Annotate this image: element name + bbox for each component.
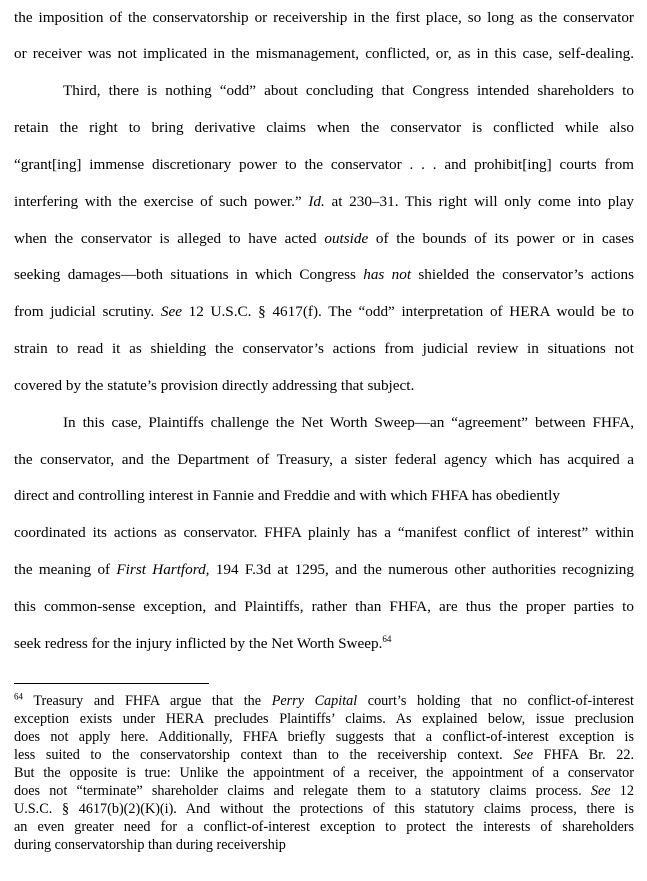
footnote-line [14, 782, 634, 800]
text-run: does not “terminate” shareholder claims and relegate them to a statutory claims process. [14, 783, 591, 799]
body-line [14, 192, 634, 212]
body-line [14, 302, 634, 322]
text-run: FHFA Br. 22. [533, 747, 634, 763]
footnote-separator [14, 683, 209, 684]
body-line: strain to read it as shielding the conservator’s actions from judicial review in situations not [14, 340, 634, 357]
italic-emphasis: outside [324, 230, 369, 247]
text-run: 194 F.3d at 1295, and the numerous other authorities recognizing [209, 561, 634, 578]
text-run: Treasury and FHFA argue that the [23, 693, 272, 709]
body-line [14, 265, 634, 285]
body-line [14, 229, 634, 249]
text-run: when the conservator is alleged to have acted [14, 230, 325, 247]
text-run: at 230–31. This right will only come into play [324, 193, 634, 210]
italic-citation: Id. [308, 193, 325, 210]
body-line: In this case, Plaintiffs challenge the Net Worth Sweep—an “agreement” between FHFA, [63, 414, 634, 431]
footnote-line [14, 692, 634, 710]
footnote-line: does not apply here. Additionally, FHFA briefly suggests that a conflict-of-interest exception is [14, 729, 634, 745]
text-run: shielded the conservator’s actions [411, 266, 634, 283]
body-line [14, 634, 391, 654]
text-run: 12 U.S.C. § 4617(f). The “odd” interpretation of HERA would be to [181, 303, 635, 320]
italic-emphasis: has not [363, 266, 412, 283]
footnote-line [14, 746, 634, 764]
body-line: this common-sense exception, and Plaintiffs, rather than FHFA, are thus the proper parties to [14, 598, 634, 615]
text-run: court’s holding that no conflict-of-interest [357, 693, 634, 709]
text-run: seek redress for the injury inflicted by the Net Worth Sweep. [14, 635, 383, 652]
footnote-number: 64 [14, 691, 23, 702]
body-line: covered by the statute’s provision directly addressing that subject. [14, 377, 415, 394]
text-run: 12 [610, 783, 634, 799]
text-run: less suited to the conservatorship context than to the receivership context. [14, 747, 514, 763]
text-run: interfering with the exercise of such power.” [14, 193, 309, 210]
body-line: direct and controlling interest in Fannie and Freddie and with which FHFA has obediently [14, 487, 560, 504]
footnote-line: an even greater need for a conflict-of-interest exception to protect the interests of shareholders [14, 819, 634, 835]
text-run: the meaning of [14, 561, 117, 578]
body-line: coordinated its actions as conservator. FHFA plainly has a “manifest conflict of interest” within [14, 524, 634, 541]
body-line [14, 560, 634, 580]
footnote-line: exception exists under HERA precludes Plaintiffs’ claims. As explained below, issue preclusion [14, 711, 634, 727]
body-line: the imposition of the conservatorship or receivership in the first place, so long as the conservator [14, 9, 634, 26]
body-line: or receiver was not implicated in the mismanagement, conflicted, or, as in this case, self-dealing. [14, 45, 634, 62]
italic-case-name: First Hartford, [116, 561, 210, 578]
footnote-line: during conservatorship than during receivership [14, 837, 286, 853]
italic-signal: See [590, 783, 611, 799]
footnote-reference[interactable]: 64 [382, 633, 392, 644]
body-line: “grant[ing] immense discretionary power to the conservator . . . and prohibit[ing] courts from [14, 156, 634, 173]
italic-signal: See [513, 747, 534, 763]
body-line: Third, there is nothing “odd” about concluding that Congress intended shareholders to [63, 82, 634, 99]
text-run: seeking damages—both situations in which Congress [14, 266, 364, 283]
body-line: the conservator, and the Department of Treasury, a sister federal agency which has acquired a [14, 451, 634, 468]
footnote-line: But the opposite is true: Unlike the appointment of a receiver, the appointment of a conservator [14, 765, 634, 781]
body-line: retain the right to bring derivative claims when the conservator is conflicted while also [14, 119, 634, 136]
italic-case-name: Perry Capital [271, 693, 358, 709]
text-run: of the bounds of its power or in cases [368, 230, 634, 247]
italic-signal: See [160, 303, 182, 320]
text-run: from judicial scrutiny. [14, 303, 161, 320]
footnote-line: U.S.C. § 4617(b)(2)(K)(i). And without the protections of this statutory claims process, there is [14, 801, 634, 817]
